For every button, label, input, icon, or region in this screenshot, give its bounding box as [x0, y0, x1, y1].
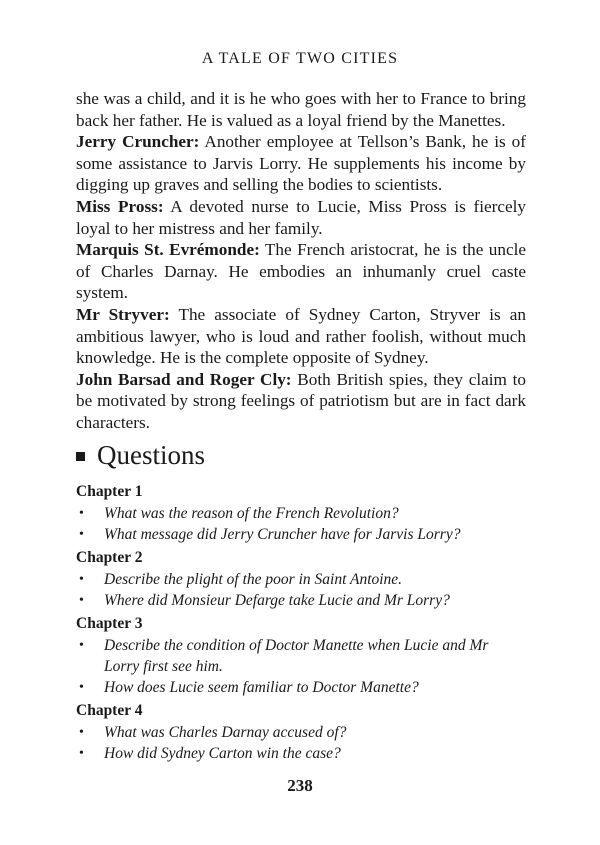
character-name: John Barsad and Roger Cly: — [76, 369, 292, 389]
character-entry-jerry-cruncher — [76, 131, 526, 196]
bullet-icon: • — [79, 527, 84, 542]
bullet-icon: • — [79, 506, 84, 521]
bullet-icon: • — [79, 746, 84, 761]
question-text: Where did Monsieur Defarge take Lucie and Mr Lorry? — [104, 592, 450, 609]
character-descriptions — [76, 88, 526, 434]
questions-heading-text: Questions — [97, 440, 205, 470]
chapter-label: Chapter 2 — [76, 549, 143, 566]
question-item — [76, 677, 526, 698]
bullet-icon: • — [79, 572, 84, 587]
question-item — [76, 503, 526, 524]
question-list — [76, 635, 526, 698]
question-list — [76, 722, 526, 764]
chapter-block-1 — [76, 482, 526, 545]
chapter-label: Chapter 3 — [76, 615, 143, 632]
question-item — [76, 743, 526, 764]
character-entry-marquis — [76, 239, 526, 304]
question-item — [76, 590, 526, 611]
character-description: Another employee at Tellson’s Bank, he is of some assistance to Jarvis Lorry. He supplements his income by digging up graves and selling the bodies to scientists. — [76, 132, 526, 195]
question-item — [76, 524, 526, 545]
character-entry-miss-pross — [76, 196, 526, 239]
page-number: 238 — [287, 776, 313, 795]
chapter-block-3 — [76, 614, 526, 698]
question-text: Describe the condition of Doctor Manette when Lucie and Mr Lorry first see him. — [104, 637, 489, 675]
running-head: A TALE OF TWO CITIES — [201, 50, 399, 67]
bullet-icon: • — [79, 725, 84, 740]
character-name: Miss Pross: — [76, 196, 164, 216]
question-list — [76, 503, 526, 545]
chapter-block-4 — [76, 701, 526, 764]
character-entry-mr-stryver — [76, 304, 526, 369]
question-text: How does Lucie seem familiar to Doctor Manette? — [104, 679, 419, 696]
question-list — [76, 569, 526, 611]
question-item — [76, 569, 526, 590]
question-text: What was Charles Darnay accused of? — [104, 724, 347, 741]
character-description: A devoted nurse to Lucie, Miss Pross is fiercely loyal to her mistress and her family. — [76, 196, 526, 238]
character-entry-barsad-cly — [76, 369, 526, 434]
questions-list — [76, 482, 526, 767]
chapter-label: Chapter 1 — [76, 483, 143, 500]
character-description: Both British spies, they claim to be motivated by strong feelings of patriotism but are in fact dark characters. — [76, 369, 526, 432]
question-text: What message did Jerry Cruncher have for Jarvis Lorry? — [104, 526, 461, 543]
question-item — [76, 722, 526, 743]
question-text: How did Sydney Carton win the case? — [104, 745, 341, 762]
question-text: Describe the plight of the poor in Saint Antoine. — [104, 571, 403, 588]
character-name: Mr Stryver: — [76, 304, 170, 324]
bullet-icon: • — [79, 680, 84, 695]
character-description: The French aristocrat, he is the uncle of Charles Darnay. He embodies an inhumanly cruel caste system. — [76, 240, 527, 303]
continuation-paragraph: she was a child, and it is he who goes with her to France to bring back her father. He is valued as a loyal friend by the Manettes. — [76, 89, 526, 130]
character-name: Jerry Cruncher: — [76, 132, 200, 152]
question-text: What was the reason of the French Revolution? — [104, 505, 399, 522]
square-bullet-icon — [76, 452, 85, 461]
bullet-icon: • — [79, 593, 84, 608]
chapter-label: Chapter 4 — [76, 702, 143, 719]
chapter-block-2 — [76, 548, 526, 611]
character-name: Marquis St. Evrémonde: — [76, 240, 260, 260]
character-description: The associate of Sydney Carton, Stryver is an ambitious lawyer, who is loud and rather foolish, without much knowledge. He is the complete opposite of Sydney. — [76, 304, 527, 368]
questions-heading — [76, 440, 205, 471]
bullet-icon: • — [79, 638, 84, 653]
question-item — [76, 635, 526, 677]
